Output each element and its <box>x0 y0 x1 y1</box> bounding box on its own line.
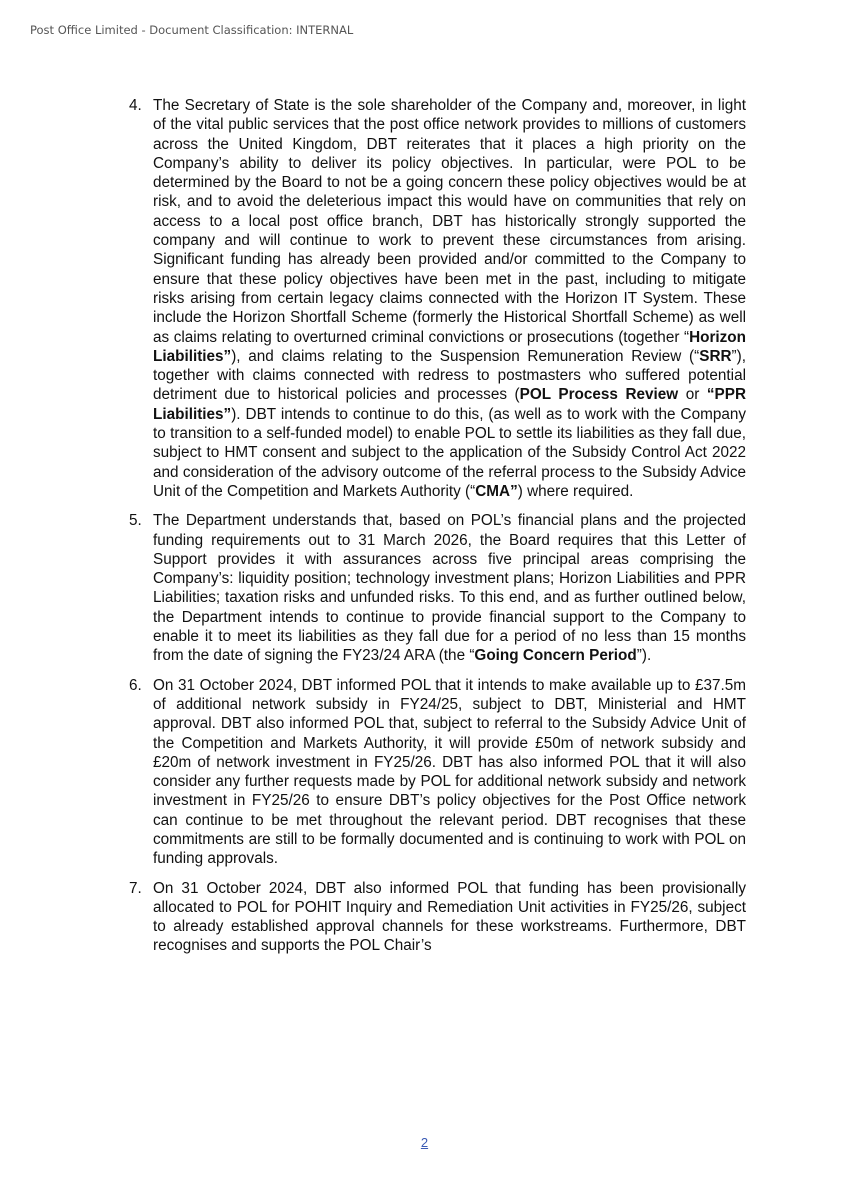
defined-term-horizon-liabilities: Horizon Liabilities” <box>153 328 746 365</box>
paragraph-text <box>153 677 746 868</box>
text-segment: The Department understands that, based on POL’s financial plans and the projected funding requirements out to 31 March 2026, the Board requires that this Letter of Support provides it with assurances across five principal areas comprising the Company’s: liquidity position; technology investment plans; Horizon Liabilities and PPR Liabilities; taxation risks and unfunded risks. To this end, and as further outlined below, the Department intends to continue to provide financial support to the Company to enable it to meet its liabilities as they fall due for a period of no less than 15 months from the date of signing the FY23/24 ARA (the “ <box>153 512 746 665</box>
text-segment: ) where required. <box>517 482 634 500</box>
defined-term-going-concern-period: Going Concern Period <box>474 647 637 665</box>
text-segment: ”). <box>636 647 652 665</box>
paragraph-text <box>153 880 746 955</box>
page-number: 2 <box>420 1135 429 1150</box>
text-segment: or <box>678 386 707 404</box>
text-segment: On 31 October 2024, DBT also informed POL that funding has been provisionally allocated to POL for POHIT Inquiry and Remediation Unit activities in FY25/26, subject to already established approval channels for these workstreams. Furthermore, DBT recognises and supports the POL Chair’s <box>153 879 746 955</box>
defined-term-pol-process-review: POL Process Review <box>519 386 679 404</box>
defined-term-cma: CMA” <box>475 482 518 500</box>
paragraph-6 <box>129 676 746 869</box>
paragraph-number: 6. <box>129 676 142 694</box>
paragraph-text <box>153 97 746 500</box>
text-segment: ”), together with claims connected with redress to postmasters who suffered potential detriment due to historical policies and processes ( <box>153 347 746 404</box>
defined-term-ppr-liabilities: “PPR Liabilities” <box>153 386 746 423</box>
text-segment: The Secretary of State is the sole shareholder of the Company and, moreover, in light of the vital public services that the post office network provides to millions of customers across the United Kingdom, DBT reiterates that it places a high priority on the Company’s ability to deliver its policy objectives. In particular, were POL to be determined by the Board to not be a going concern these policy objectives would be at risk, and to avoid the deleterious impact this would have on communities that rely on access to a local post office branch, DBT has historically strongly supported the company and will continue to work to prevent these circumstances from arising. Significant funding has already been provided and/or committed to the Company to ensure that these policy objectives have been met in the past, including to mitigate risks arising from certain legacy claims connected with the Horizon IT System. These include the Horizon Shortfall Scheme (formerly the Historical Shortfall Scheme) as well as claims relating to overturned criminal convictions or prosecutions (together “ <box>153 97 746 346</box>
text-segment: On 31 October 2024, DBT informed POL that it intends to make available up to £37.5m of additional network subsidy in FY24/25, subject to DBT, Ministerial and HMT approval. DBT also informed POL that, subject to referral to the Subsidy Advice Unit of the Competition and Markets Authority, it will provide £50m of network subsidy and £20m of network investment in FY25/26. DBT has also informed POL that it will also consider any further requests made by POL for additional network subsidy and network investment in FY25/26 to ensure DBT’s policy objectives for the Post Office network can continue to be met throughout the relevant period. DBT recognises that these commitments are still to be formally documented and is continuing to work with POL on funding approvals. <box>153 676 746 868</box>
paragraph-text <box>153 512 746 664</box>
numbered-paragraph-list <box>129 96 746 966</box>
defined-term-srr: SRR <box>699 347 732 365</box>
text-segment: ). DBT intends to continue to do this, (as well as to work with the Company to transition to a self-funded model) to enable POL to settle its liabilities as they fall due, subject to HMT consent and subject to the application of the Subsidy Control Act 2022 and consideration of the advisory outcome of the referral process to the Subsidy Advice Unit of the Competition and Markets Authority (“ <box>153 405 746 500</box>
paragraph-5 <box>129 511 746 665</box>
paragraph-number: 7. <box>129 879 142 897</box>
text-segment: ), and claims relating to the Suspension Remuneration Review (“ <box>231 347 700 365</box>
document-classification-header: Post Office Limited - Document Classification: INTERNAL <box>30 23 354 37</box>
paragraph-number: 5. <box>129 512 142 530</box>
paragraph-7 <box>129 879 746 956</box>
paragraph-number: 4. <box>129 97 142 114</box>
paragraph-4 <box>129 96 746 501</box>
